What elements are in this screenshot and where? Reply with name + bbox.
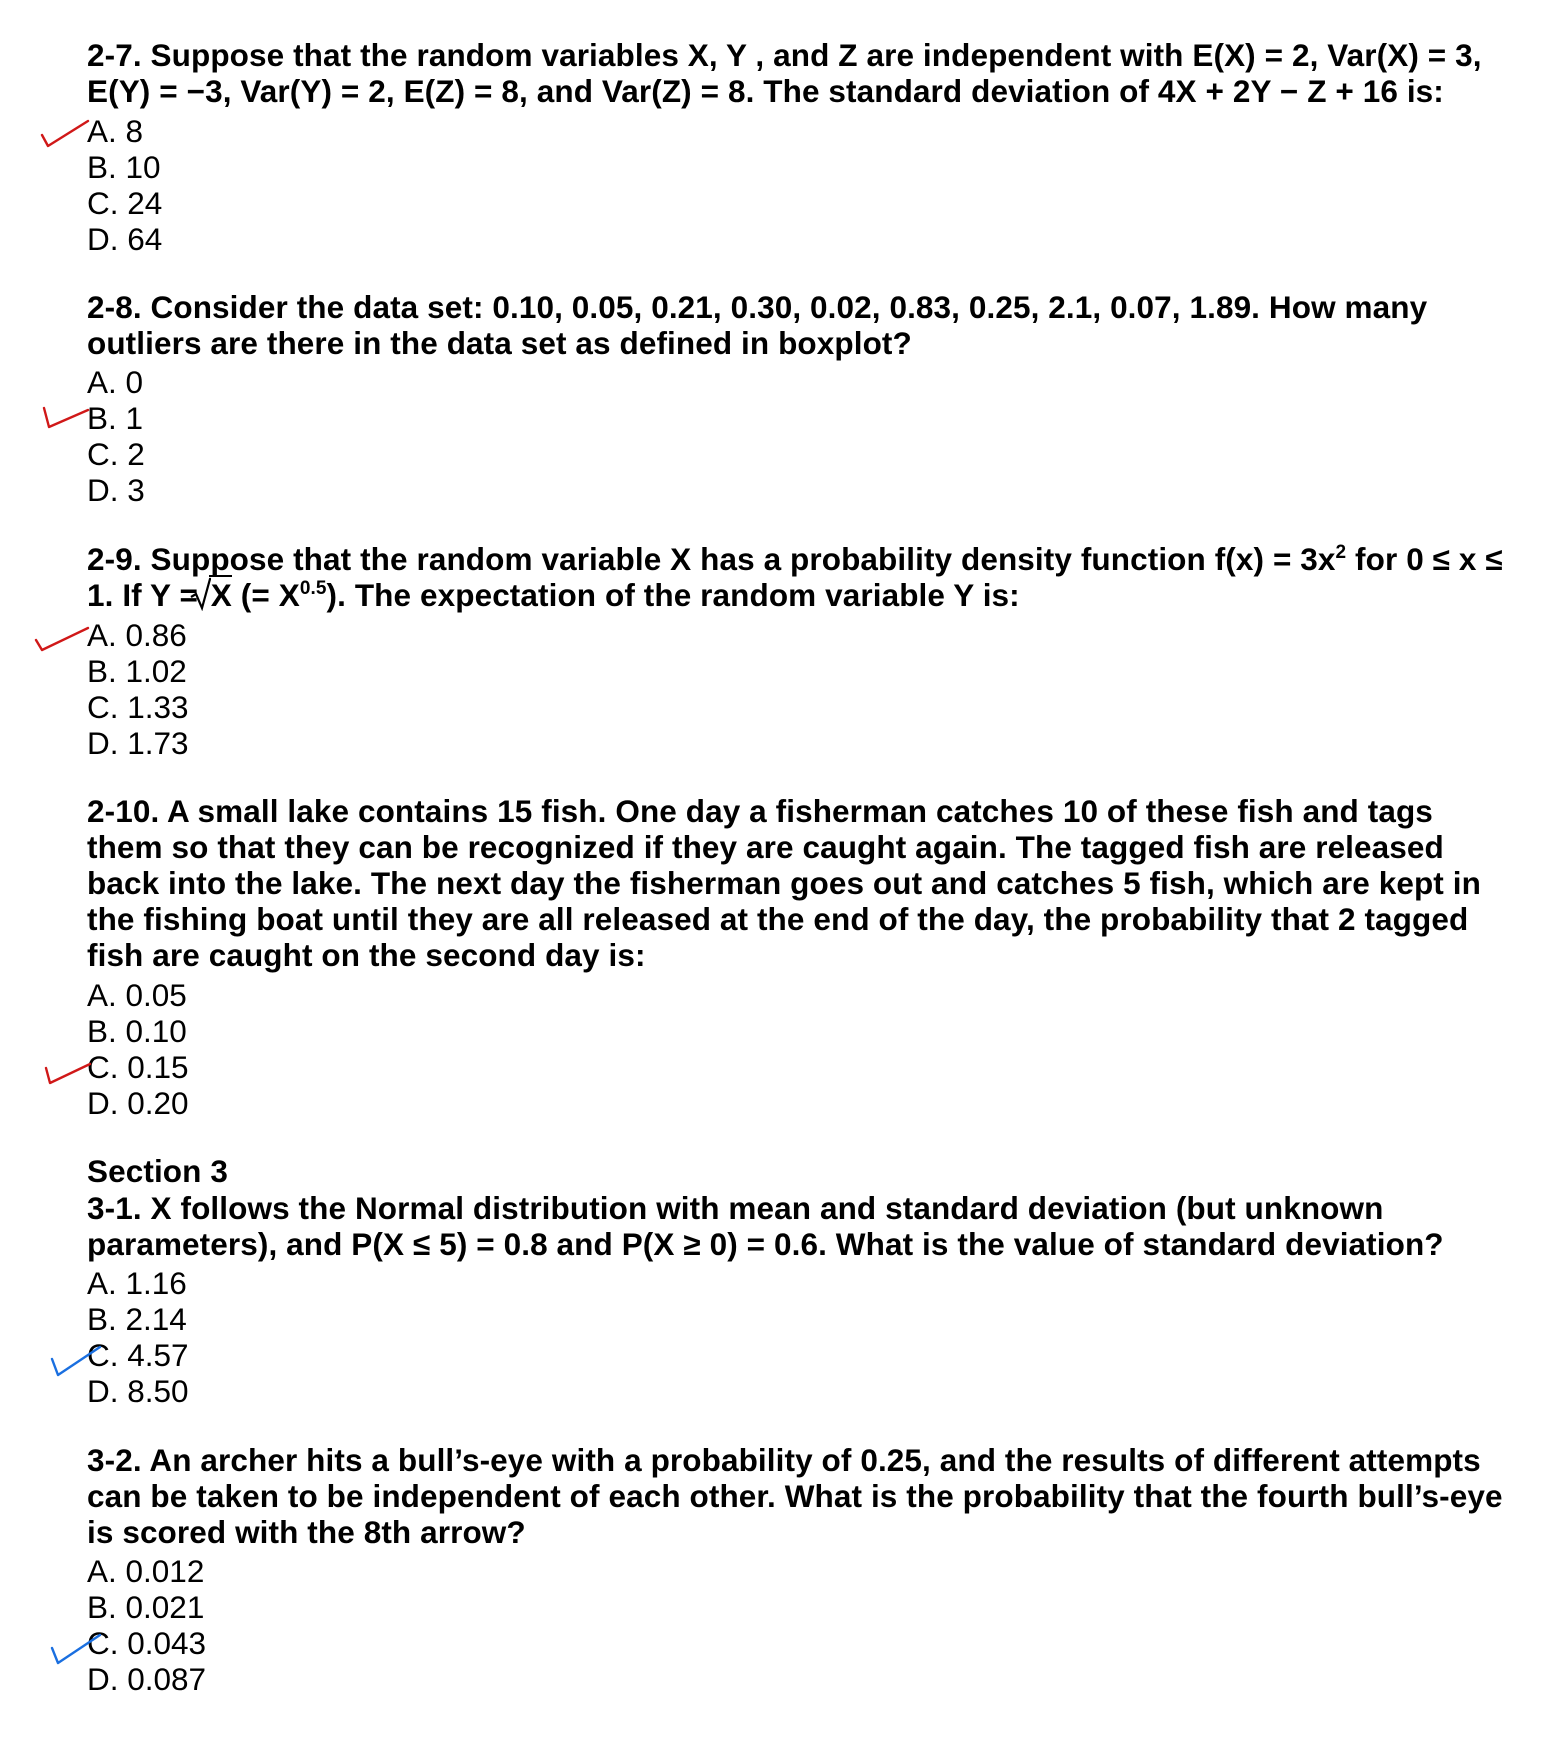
question-3-2-line-1: 3-2. An archer hits a bull’s-eye with a probability of 0.25, and the results of different attempts	[87, 1442, 1481, 1478]
red-check-mark-icon	[34, 622, 114, 662]
question-2-8-line-1: 2-8. Consider the data set: 0.10, 0.05, 0.21, 0.30, 0.02, 0.83, 0.25, 2.1, 0.07, 1.89. How many	[87, 289, 1428, 325]
question-3-2-line-3: is scored with the 8th arrow?	[87, 1514, 526, 1550]
blue-check-mark-icon	[48, 1630, 128, 1670]
red-check-mark-icon	[40, 117, 120, 157]
square-root-symbol	[207, 577, 232, 613]
question-2-8-option-a: A. 0	[87, 364, 144, 400]
question-2-7-line-1: 2-7. Suppose that the random variables X, Y , and Z are independent with E(X) = 2, Var(X) = 3,	[87, 37, 1482, 73]
red-check-mark-icon	[40, 402, 120, 442]
question-3-1-option-c: C. 4.57	[87, 1337, 189, 1373]
question-3-1-line-2: parameters), and P(X ≤ 5) = 0.8 and P(X ≥ 0) = 0.6. What is the value of standard deviation?	[87, 1226, 1444, 1262]
question-2-8-option-c: C. 2	[87, 436, 145, 472]
question-2-8-line-2: outliers are there in the data set as defined in boxplot?	[87, 325, 912, 361]
question-2-9-line-1	[87, 541, 1503, 577]
question-2-7-option-b: B. 10	[87, 149, 161, 185]
question-2-10-option-d: D. 0.20	[87, 1085, 189, 1121]
question-2-10-line-1: 2-10. A small lake contains 15 fish. One day a fisherman catches 10 of these fish and tags	[87, 793, 1433, 829]
question-2-10-line-2: them so that they can be recognized if they are caught again. The tagged fish are released	[87, 829, 1444, 865]
question-2-10-line-4: the fishing boat until they are all released at the end of the day, the probability that 2 tagged	[87, 901, 1469, 937]
question-3-2-option-d: D. 0.087	[87, 1661, 207, 1697]
question-2-10-line-3: back into the lake. The next day the fisherman goes out and catches 5 fish, which are kept in	[87, 865, 1481, 901]
question-2-10-line-5: fish are caught on the second day is:	[87, 937, 646, 973]
question-3-2-line-2: can be taken to be independent of each other. What is the probability that the fourth bull’s-eye	[87, 1478, 1503, 1514]
question-2-9-line-2	[87, 577, 1020, 613]
question-2-7-option-d: D. 64	[87, 221, 163, 257]
question-2-9-option-d: D. 1.73	[87, 725, 189, 761]
question-2-9-option-c: C. 1.33	[87, 689, 189, 725]
section-3-heading: Section 3	[87, 1153, 228, 1189]
question-2-8-option-b: B. 1	[87, 400, 144, 436]
radical-sign-icon	[189, 577, 211, 611]
question-3-1-option-d: D. 8.50	[87, 1373, 189, 1409]
q29-line2-superscript: 0.5	[299, 578, 327, 599]
question-2-10-option-c: C. 0.15	[87, 1049, 189, 1085]
question-3-2-option-c: C. 0.043	[87, 1625, 207, 1661]
question-2-8-option-d: D. 3	[87, 472, 145, 508]
question-3-1-option-a: A. 1.16	[87, 1265, 187, 1301]
question-3-2-option-a: A. 0.012	[87, 1553, 205, 1589]
question-2-7-line-2: E(Y) = −3, Var(Y) = 2, E(Z) = 8, and Var(Z) = 8. The standard deviation of 4X + 2Y − Z + 16 is:	[87, 73, 1444, 109]
blue-check-mark-icon	[48, 1341, 128, 1381]
q29-line2-start: 1. If Y =	[87, 577, 207, 613]
question-3-2-option-b: B. 0.021	[87, 1589, 205, 1625]
question-2-10-option-b: B. 0.10	[87, 1013, 187, 1049]
q29-line1-end: for 0 ≤ x ≤	[1346, 541, 1503, 577]
question-3-1-option-b: B. 2.14	[87, 1301, 187, 1337]
q29-line2-end: ). The expectation of the random variable Y is:	[326, 577, 1020, 613]
question-2-7-option-c: C. 24	[87, 185, 163, 221]
q29-line1-superscript: 2	[1335, 542, 1347, 563]
question-2-7-option-a: A. 8	[87, 113, 144, 149]
q29-line1-text: 2-9. Suppose that the random variable X has a probability density function f(x) = 3x	[87, 541, 1336, 577]
q29-line2-mid: (= X	[231, 577, 300, 613]
question-2-9-option-a: A. 0.86	[87, 617, 187, 653]
question-2-10-option-a: A. 0.05	[87, 977, 187, 1013]
question-2-9-option-b: B. 1.02	[87, 653, 187, 689]
question-3-1-line-1: 3-1. X follows the Normal distribution with mean and standard deviation (but unknown	[87, 1190, 1384, 1226]
red-check-mark-icon	[42, 1050, 122, 1090]
q29-sqrt-radicand: X	[210, 577, 232, 613]
